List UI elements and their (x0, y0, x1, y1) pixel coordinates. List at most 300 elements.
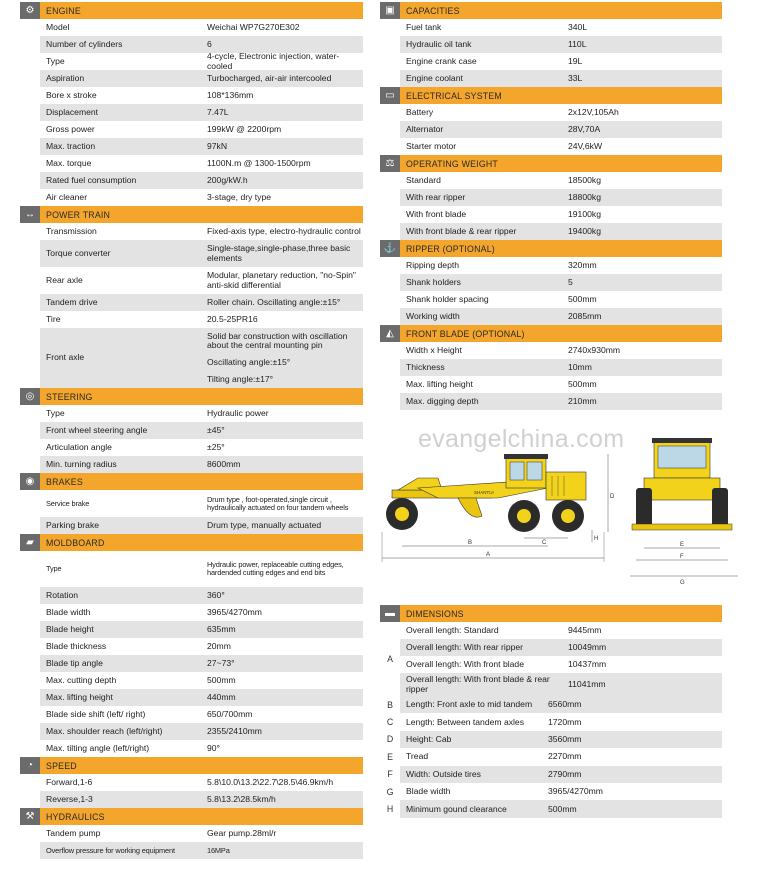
row-spacer (20, 294, 40, 311)
spec-row (20, 294, 363, 311)
spec-row (20, 138, 363, 155)
spec-value: 200g/kW.h (203, 172, 363, 189)
row-spacer (380, 359, 400, 376)
spec-row (20, 19, 363, 36)
spec-label: Articulation angle (46, 441, 112, 452)
section-header-engine (20, 2, 363, 19)
fuel-icon: ▣ (380, 2, 400, 19)
spec-row (20, 439, 363, 456)
hydraulic-icon: ⚒ (20, 808, 40, 825)
spec-label: Gross power (46, 123, 95, 134)
section-title: RIPPER (OPTIONAL) (400, 240, 722, 257)
row-spacer (20, 740, 40, 757)
section-header-ripper (380, 240, 722, 257)
grader-icon: ▬ (380, 605, 400, 622)
row-spacer (20, 551, 40, 587)
spec-label: Blade width (406, 786, 451, 797)
spec-value: 3-stage, dry type (207, 191, 272, 202)
watermark: evangelchina.com (418, 425, 625, 453)
spec-value: 20.5-25PR16 (207, 313, 258, 324)
spec-label: Blade height (40, 621, 203, 638)
spec-value: 635mm (203, 621, 363, 638)
spec-value: 210mm (564, 393, 722, 410)
section-header-front-blade (380, 325, 722, 342)
drivetrain-icon: ↔ (20, 206, 40, 223)
spec-row (380, 274, 722, 291)
spec-label: Type (46, 564, 62, 574)
spec-value: 3560mm (544, 731, 722, 748)
spec-row (20, 825, 363, 842)
spec-value: 9445mm (568, 624, 602, 635)
spec-value: 2270mm (548, 751, 582, 762)
spec-label: Air cleaner (46, 191, 88, 202)
spec-row (20, 638, 363, 655)
spec-label: Reverse,1-3 (40, 791, 203, 808)
section-title: FRONT BLADE (OPTIONAL) (400, 325, 722, 342)
spec-value: 2355/2410mm (203, 723, 363, 740)
spec-value: Oscillating angle:±15° (203, 354, 363, 371)
row-spacer (380, 104, 400, 121)
row-spacer (20, 689, 40, 706)
row-spacer (20, 53, 40, 70)
spec-label: Max. tilting angle (left/right) (46, 742, 150, 753)
row-spacer (20, 240, 40, 267)
spec-value: ±25° (207, 441, 225, 452)
dim-label-g: G (680, 580, 685, 586)
speed-icon: ◔ (20, 757, 40, 774)
section-header-capacities (380, 2, 722, 19)
spec-label: Overall length: With front blade & rear ripper (400, 673, 564, 696)
spec-value: 108*136mm (207, 89, 254, 100)
spec-row (20, 456, 363, 473)
spec-value: 360° (203, 587, 363, 604)
spec-label: Rear axle (46, 274, 83, 285)
spec-row (400, 731, 722, 748)
spec-row (20, 172, 363, 189)
spec-row (380, 53, 722, 70)
spec-value: 5.8\10.0\13.2\22.7\28.5\46.9km/h (207, 776, 334, 787)
row-spacer (20, 311, 40, 328)
spec-row (20, 121, 363, 138)
row-spacer (380, 291, 400, 308)
spec-value: 11041mm (564, 673, 722, 696)
spec-label: Length: Front axle to mid tandem (400, 696, 544, 713)
row-spacer (20, 774, 40, 791)
spec-value: 16MPa (203, 842, 363, 859)
spec-row (20, 405, 363, 422)
row-spacer (20, 706, 40, 723)
spec-row (20, 267, 363, 294)
spec-label: Overall length: Standard (406, 624, 499, 635)
dimension-letter: E (387, 751, 393, 762)
spec-value: 500mm (568, 378, 597, 389)
dimension-letter: D (386, 734, 394, 745)
dim-label-e: E (680, 542, 685, 548)
spec-value: 1720mm (548, 716, 582, 727)
spec-value: Modular, planetary reduction, "no-Spin" anti-skid differential (207, 270, 356, 290)
spec-row (20, 604, 363, 621)
spec-value: 20mm (207, 640, 231, 651)
spec-label: Type (46, 407, 65, 418)
spec-label: Blade side shift (left/ right) (46, 708, 146, 719)
spec-value: 19100kg (568, 208, 601, 219)
spec-row (20, 189, 363, 206)
left-spec-column (20, 2, 363, 859)
section-title: BRAKES (40, 473, 363, 490)
row-spacer (380, 393, 400, 410)
spec-row (380, 138, 722, 155)
spec-value: 33L (564, 70, 722, 87)
spec-value: 440mm (203, 689, 363, 706)
spec-row (380, 291, 722, 308)
spec-value: 18800kg (564, 189, 722, 206)
spec-label: Min. turning radius (40, 456, 203, 473)
row-spacer (380, 223, 400, 240)
spec-value: Weichai WP7G270E302 (207, 21, 300, 32)
spec-label: Overall length: With rear ripper (400, 639, 564, 656)
row-spacer (380, 189, 400, 206)
spec-value: 2740x930mm (568, 344, 621, 355)
spec-label: Minimum gound clearance (400, 800, 544, 817)
row-spacer (380, 19, 400, 36)
row-spacer (20, 490, 40, 517)
row-spacer (20, 655, 40, 672)
row-spacer (380, 172, 400, 189)
spec-label: Max. torque (46, 157, 92, 168)
spec-row (380, 376, 722, 393)
spec-label: Width x Height (406, 344, 462, 355)
spec-label: Blade thickness (46, 640, 107, 651)
spec-row (20, 36, 363, 53)
front-view (630, 438, 738, 586)
dim-label-b: B (468, 540, 473, 546)
engine-icon: ⚙ (20, 2, 40, 19)
row-spacer (20, 36, 40, 53)
spec-label: Forward,1-6 (46, 776, 93, 787)
section-header-electrical (380, 87, 722, 104)
row-spacer (20, 723, 40, 740)
spec-label: Blade tip angle (40, 655, 203, 672)
spec-row (20, 104, 363, 121)
spec-row (20, 791, 363, 808)
section-header-moldboard (20, 534, 363, 551)
row-spacer (380, 342, 400, 359)
row-spacer (20, 267, 40, 294)
spec-value: Hydraulic power (207, 407, 269, 418)
spec-value: 1100N.m @ 1300-1500rpm (207, 157, 311, 168)
spec-value: ±45° (203, 422, 363, 439)
row-spacer (380, 257, 400, 274)
spec-row (20, 774, 363, 791)
row-spacer (20, 456, 40, 473)
spec-row (20, 223, 363, 240)
ripper-icon: ⚓ (380, 240, 400, 257)
dimension-letter: F (387, 769, 393, 780)
spec-row (380, 223, 722, 240)
spec-value: 2085mm (564, 308, 722, 325)
row-spacer (20, 328, 40, 388)
spec-value: 5.8\13.2\28.5km/h (203, 791, 363, 808)
spec-value: Drum type, manually actuated (203, 517, 363, 534)
spec-row (400, 696, 722, 713)
spec-label: Engine coolant (400, 70, 564, 87)
section-header-brakes (20, 473, 363, 490)
spec-row (380, 121, 722, 138)
spec-row (20, 706, 363, 723)
row-spacer (20, 517, 40, 534)
dim-label-f: F (680, 554, 684, 560)
spec-label: Working width (400, 308, 564, 325)
spec-label: Thickness (400, 359, 564, 376)
dimension-row (380, 748, 722, 765)
spec-label: Overall length: With front blade (406, 658, 524, 669)
spec-row (380, 19, 722, 36)
spec-value: 6 (203, 36, 363, 53)
spec-label: Number of cylinders (40, 36, 203, 53)
dimension-letter: G (386, 786, 394, 797)
spec-value: 7.47L (203, 104, 363, 121)
spec-row (20, 689, 363, 706)
row-spacer (20, 138, 40, 155)
section-title: CAPACITIES (400, 2, 722, 19)
spec-value: 199kW @ 2200rpm (207, 123, 282, 134)
spec-row (20, 587, 363, 604)
spec-value: 18500kg (568, 174, 601, 185)
dim-label-c: C (542, 540, 547, 546)
row-spacer (20, 604, 40, 621)
spec-label: With rear ripper (400, 189, 564, 206)
spec-label: Front axle (40, 328, 203, 388)
row-spacer (380, 308, 400, 325)
dimension-row (380, 766, 722, 783)
side-view (382, 454, 615, 562)
row-spacer (380, 121, 400, 138)
section-header-power-train (20, 206, 363, 223)
spec-value: 90° (207, 742, 220, 753)
spec-value: 110L (564, 36, 722, 53)
spec-row (20, 723, 363, 740)
spec-label: Starter motor (406, 140, 457, 151)
dimension-a-rows (400, 622, 722, 696)
steering-wheel-icon: ◎ (20, 388, 40, 405)
row-spacer (380, 206, 400, 223)
spec-row (380, 104, 722, 121)
row-spacer (20, 439, 40, 456)
spec-label: Tandem pump (46, 827, 101, 838)
spec-label: Max. lifting height (40, 689, 203, 706)
row-spacer (20, 638, 40, 655)
spec-value: 500mm (207, 674, 236, 685)
spec-row (400, 748, 722, 765)
dimension-letter: C (386, 717, 394, 728)
spec-label: Model (46, 21, 70, 32)
spec-label: Width: Outside tires (400, 766, 544, 783)
spec-value: Roller chain. Oscillating angle:±15° (203, 294, 363, 311)
row-spacer (20, 87, 40, 104)
dimension-letter: A (387, 654, 393, 664)
spec-value: 10mm (564, 359, 722, 376)
section-header-hydraulics (20, 808, 363, 825)
spec-label: Fuel tank (406, 21, 442, 32)
blade-icon: ▰ (20, 534, 40, 551)
spec-label: Service brake (46, 498, 90, 508)
row-spacer (20, 422, 40, 439)
row-spacer (20, 405, 40, 422)
spec-value: 19400kg (564, 223, 722, 240)
dimension-letter: B (387, 699, 393, 710)
spec-label: Max. digging depth (400, 393, 564, 410)
weight-icon: ⚖ (380, 155, 400, 172)
spec-row (20, 517, 363, 534)
spec-row (380, 206, 722, 223)
spec-row (20, 422, 363, 439)
spec-row (400, 639, 722, 656)
spec-label: Shank holder spacing (406, 293, 489, 304)
section-title: SPEED (40, 757, 363, 774)
dimension-row (380, 731, 722, 748)
spec-value: 500mm (544, 800, 722, 817)
spec-row (380, 342, 722, 359)
dimension-group-a (380, 622, 722, 696)
section-title: HYDRAULICS (40, 808, 363, 825)
spec-value: Hydraulic power, replaceable cutting edges, hardended cutting edges and end bits (207, 560, 344, 577)
spec-value: 10437mm (568, 658, 607, 669)
row-spacer (20, 842, 40, 859)
section-title: OPERATING WEIGHT (400, 155, 722, 172)
dimension-row (380, 783, 722, 800)
spec-label: With front blade & rear ripper (400, 223, 564, 240)
row-spacer (380, 274, 400, 291)
row-spacer (20, 104, 40, 121)
spec-row (400, 673, 722, 696)
spec-row (380, 257, 722, 274)
spec-row (20, 621, 363, 638)
spec-label: Alternator (400, 121, 564, 138)
spec-label: Aspiration (40, 70, 203, 87)
spec-label: Max. cutting depth (46, 674, 117, 685)
spec-label: Displacement (40, 104, 203, 121)
row-spacer (20, 672, 40, 689)
row-spacer (380, 376, 400, 393)
spec-row (20, 740, 363, 757)
spec-row (400, 656, 722, 673)
section-header-steering (20, 388, 363, 405)
row-spacer (20, 172, 40, 189)
row-spacer (20, 70, 40, 87)
row-spacer (20, 121, 40, 138)
spec-value: Drum type , foot-operated,single circuit , hydraulically actuated on four tandem wheels (207, 494, 349, 512)
section-title: ELECTRICAL SYSTEM (400, 87, 722, 104)
row-spacer (20, 825, 40, 842)
row-spacer (380, 53, 400, 70)
spec-row (20, 672, 363, 689)
spec-label: Length: Between tandem axles (406, 716, 525, 727)
spec-label: Max. traction (40, 138, 203, 155)
spec-row (20, 155, 363, 172)
spec-row (380, 359, 722, 376)
spec-label: Rotation (40, 587, 203, 604)
spec-label: Blade width (46, 606, 91, 617)
spec-value: Gear pump.28ml/r (207, 827, 277, 838)
spec-label: With front blade (406, 208, 467, 219)
spec-row (20, 655, 363, 672)
spec-value: Turbocharged, air-air intercooled (203, 70, 363, 87)
spec-label: Ripping depth (406, 259, 460, 270)
spec-row (20, 240, 363, 267)
section-title: STEERING (40, 388, 363, 405)
spec-label: Type (46, 55, 65, 66)
spec-label: Tread (406, 751, 429, 762)
dimension-row (380, 696, 722, 713)
row-spacer (20, 587, 40, 604)
section-title: POWER TRAIN (40, 206, 363, 223)
spec-label: Engine crank case (406, 55, 477, 66)
spec-label: Max. shoulder reach (left/right) (40, 723, 203, 740)
row-spacer (20, 155, 40, 172)
spec-label: Tire (46, 313, 61, 324)
spec-row-front-axle (20, 328, 363, 388)
spec-row (380, 189, 722, 206)
spec-label: Rated fuel consumption (40, 172, 203, 189)
front-axle-values (203, 328, 363, 388)
spec-row (400, 800, 722, 817)
spec-value: 320mm (568, 259, 597, 270)
spec-label: Height: Cab (400, 731, 544, 748)
brand-label: SHANTUI (474, 490, 494, 495)
spec-label: Torque converter (40, 240, 203, 267)
spec-row (400, 713, 722, 730)
spec-value: 24V,6kW (568, 140, 603, 151)
spec-value: Tilting angle:±17° (203, 371, 363, 388)
dimension-row (380, 713, 722, 730)
dim-label-d: D (610, 494, 615, 500)
spec-value: 10049mm (564, 639, 722, 656)
spec-row (400, 783, 722, 800)
section-header-dimensions (380, 605, 722, 622)
spec-row (20, 490, 363, 517)
dimension-row (380, 800, 722, 817)
section-header-operating-weight (380, 155, 722, 172)
spec-row (380, 70, 722, 87)
spec-row (380, 393, 722, 410)
spec-label: Front wheel steering angle (40, 422, 203, 439)
spec-label: Bore x stroke (46, 89, 97, 100)
spec-value: 500mm (568, 293, 597, 304)
spec-row (380, 172, 722, 189)
spec-value: Solid bar construction with oscillation about the central mounting pin (203, 328, 363, 354)
spec-value: 2x12V,105Ah (568, 106, 619, 117)
spec-value: Single-stage,single-phase,three basic elements (203, 240, 363, 267)
section-title: MOLDBOARD (40, 534, 363, 551)
spec-row (400, 622, 722, 639)
spec-row (20, 87, 363, 104)
spec-value: Fixed-axis type, electro-hydraulic control (207, 225, 361, 236)
row-spacer (380, 36, 400, 53)
spec-value: 6560mm (544, 696, 722, 713)
row-spacer (20, 19, 40, 36)
spec-value: 340L (568, 21, 588, 32)
spec-row (380, 36, 722, 53)
spec-row (20, 551, 363, 587)
right-spec-column (380, 2, 722, 818)
section-title: ENGINE (40, 2, 363, 19)
spec-value: 2790mm (544, 766, 722, 783)
row-spacer (20, 621, 40, 638)
spec-label: Transmission (46, 225, 97, 236)
spec-value: 97kN (203, 138, 363, 155)
spec-label: Battery (406, 106, 434, 117)
section-header-speed (20, 757, 363, 774)
